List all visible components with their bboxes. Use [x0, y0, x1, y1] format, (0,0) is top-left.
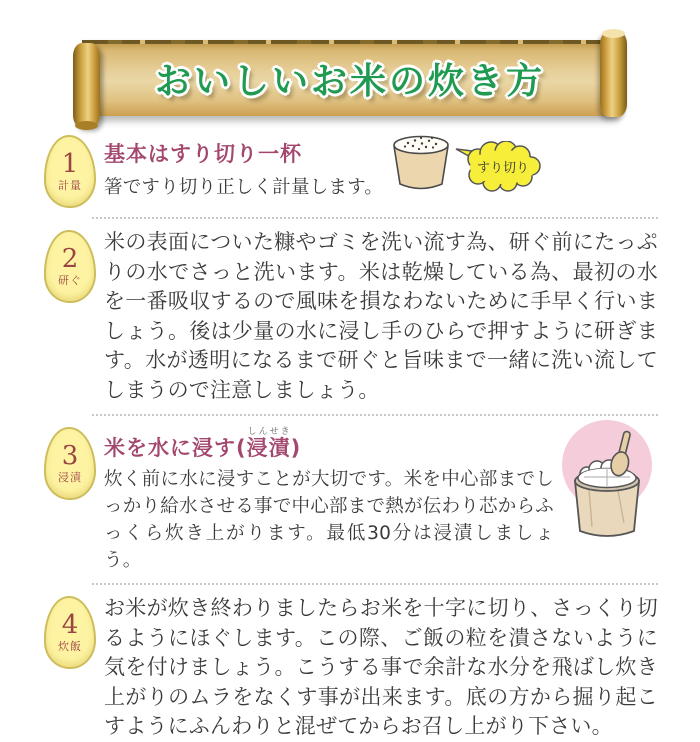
step-2-washing [44, 228, 658, 405]
step-4-text [104, 594, 658, 742]
step-1-title: 基本はすり切り一杯 [104, 142, 302, 166]
step-3-label: 浸漬 [58, 471, 82, 484]
step-2-body: 米の表面についた糠やゴミを洗い流す為、研ぐ前にたっぷりの水でさっと洗います。米は乾燥している為、最初の水を一番吸収するので風味を損なわないために手早く行いましょう。後は少量の水に浸し手のひらで押すように研ぎます。水が透明になるまで研ぐと旨味まで一緒に洗い流してしまうので注意しましょう。 [104, 230, 658, 402]
step-3-number: 3 [61, 441, 79, 471]
rice-grain-badge-4 [44, 596, 96, 669]
step-2-number: 2 [61, 244, 79, 274]
rice-grain-badge-3 [44, 427, 96, 500]
step-1-measuring [44, 133, 658, 208]
step-1-illustration [388, 133, 544, 195]
section-divider [92, 217, 658, 219]
rice-grain-badge-2 [44, 230, 96, 303]
title-scroll-banner [60, 35, 640, 125]
steps-list [44, 133, 658, 742]
step-1-label: 計量 [58, 179, 82, 192]
step-1-body: 箸ですり切り正しく計量します。 [104, 177, 384, 198]
step-3-title-furigana: しんせき [246, 427, 291, 437]
page-title: おいしいお米の炊き方 [154, 60, 545, 102]
rice-cooking-infographic [0, 35, 700, 738]
step-4-label: 炊飯 [58, 640, 82, 653]
step-1-text [104, 133, 394, 201]
step-3-title-ruby-base: 浸漬 [246, 436, 291, 460]
step-3-title-prefix: 米を水に浸す( [104, 436, 247, 460]
step-3-illustration [556, 419, 658, 547]
step-3-title-suffix: ) [290, 436, 302, 460]
rice-pot-icon [556, 419, 658, 543]
step-4-cooking [44, 594, 658, 742]
step-3-title [104, 427, 554, 462]
measuring-cup-icon [388, 133, 454, 195]
step-2-label: 研ぐ [58, 274, 82, 287]
step-4-body: お米が炊き終わりましたらお米を十字に切り、さっくり切るようにほぐします。この際、ご飯の粒を潰さないように気を付けましょう。こうする事で余計な水分を飛ばし炊き上がりのムラをなくす事が出来ます。底の方から掘り起こすようにふんわりと混ぜてからお召し上がり下さい。 [104, 596, 658, 738]
section-divider [92, 414, 658, 416]
rice-grain-badge-1 [44, 135, 96, 208]
step-3-text [104, 425, 554, 574]
section-divider [92, 583, 658, 585]
step-3-body: 炊く前に水に浸すことが大切です。米を中心部までしっかり給水させる事で中心部まで熱が伝わり芯からふっくら炊き上がります。最低30分は浸漬しましょう。 [104, 469, 554, 571]
surikiri-speech-bubble [454, 141, 544, 193]
step-3-soaking [44, 425, 658, 574]
step-1-number: 1 [61, 149, 79, 179]
surikiri-bubble-text: すり切り [476, 161, 530, 176]
step-4-number: 4 [61, 610, 79, 640]
step-2-text [104, 228, 658, 405]
